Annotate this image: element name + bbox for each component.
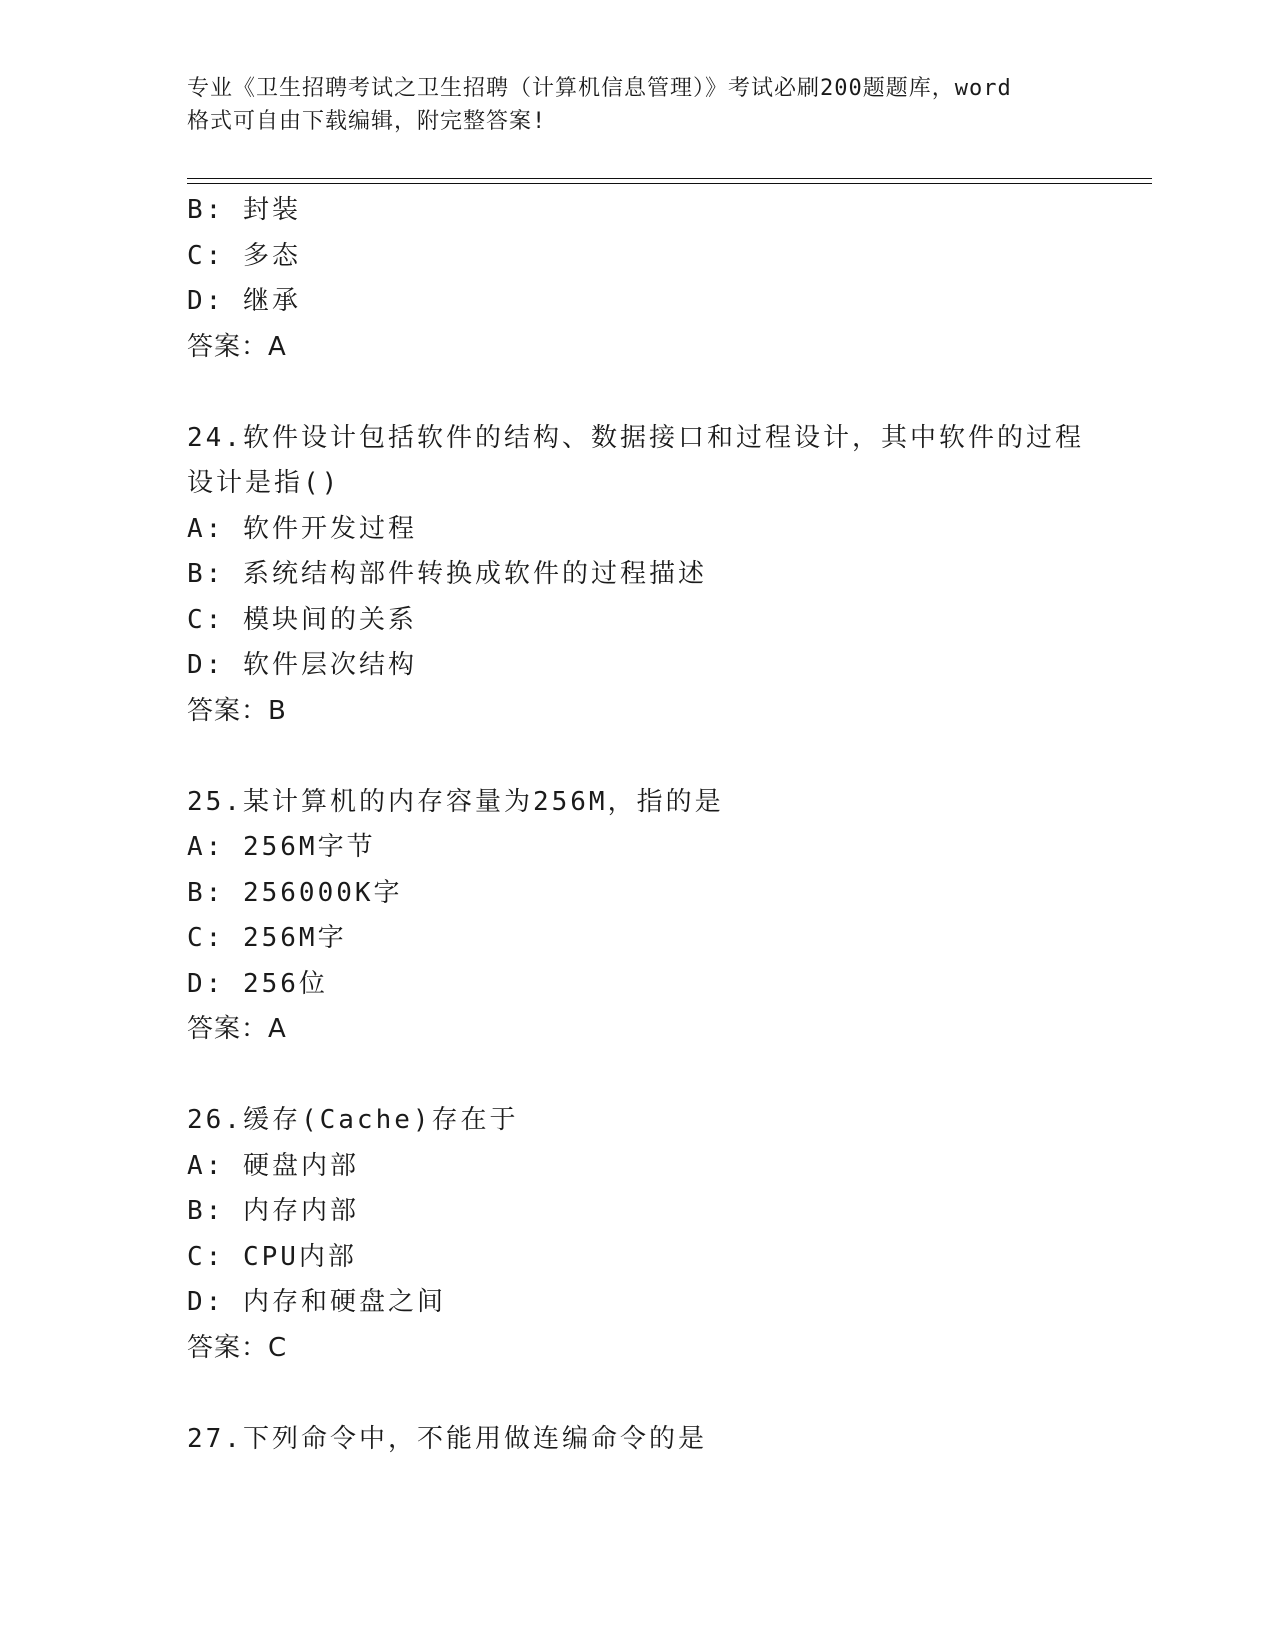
header-line-1: 专业《卫生招聘考试之卫生招聘（计算机信息管理）》考试必刷200题题库，word bbox=[187, 76, 1012, 101]
question-stem-line: 26.缓存(Cache)存在于 bbox=[187, 1105, 519, 1135]
question-24 bbox=[187, 416, 1087, 735]
option-b: B: 256000K字 bbox=[187, 877, 403, 908]
option-b: B: 内存内部 bbox=[187, 1196, 359, 1226]
question-stem-line: 24.软件设计包括软件的结构、数据接口和过程设计，其中软件的过程 bbox=[187, 422, 1084, 453]
option-c: C: 模块间的关系 bbox=[187, 604, 417, 635]
option-c: C: 多态 bbox=[187, 240, 301, 271]
option-d: D: 软件层次结构 bbox=[187, 650, 417, 680]
header-rule-top bbox=[187, 178, 1152, 179]
option-c: C: 256M字 bbox=[187, 923, 347, 953]
option-a: A: 软件开发过程 bbox=[187, 513, 417, 544]
answer-line: 答案：A bbox=[187, 331, 287, 362]
answer-line: 答案：C bbox=[187, 1332, 288, 1363]
answer-line: 答案：B bbox=[187, 695, 287, 726]
document-header bbox=[187, 72, 1087, 138]
question-content bbox=[187, 188, 1087, 1462]
prev-question bbox=[187, 188, 1087, 370]
question-stem-line: 25.某计算机的内存容量为256M，指的是 bbox=[187, 786, 724, 817]
question-stem-line: 设计是指() bbox=[187, 468, 341, 498]
option-a: A: 硬盘内部 bbox=[187, 1150, 359, 1181]
question-27 bbox=[187, 1417, 1087, 1463]
question-25 bbox=[187, 780, 1087, 1053]
question-stem-line: 27.下列命令中，不能用做连编命令的是 bbox=[187, 1423, 707, 1454]
header-line-2: 格式可自由下载编辑，附完整答案! bbox=[187, 109, 547, 134]
option-d: D: 256位 bbox=[187, 968, 328, 999]
option-a: A: 256M字节 bbox=[187, 832, 376, 862]
header-rule-bottom bbox=[187, 183, 1152, 184]
answer-line: 答案：A bbox=[187, 1014, 287, 1044]
option-c: C: CPU内部 bbox=[187, 1241, 357, 1272]
question-26 bbox=[187, 1098, 1087, 1371]
option-d: D: 内存和硬盘之间 bbox=[187, 1287, 446, 1317]
option-b: B: 封装 bbox=[187, 195, 301, 225]
option-b: B: 系统结构部件转换成软件的过程描述 bbox=[187, 559, 707, 589]
option-d: D: 继承 bbox=[187, 286, 301, 316]
